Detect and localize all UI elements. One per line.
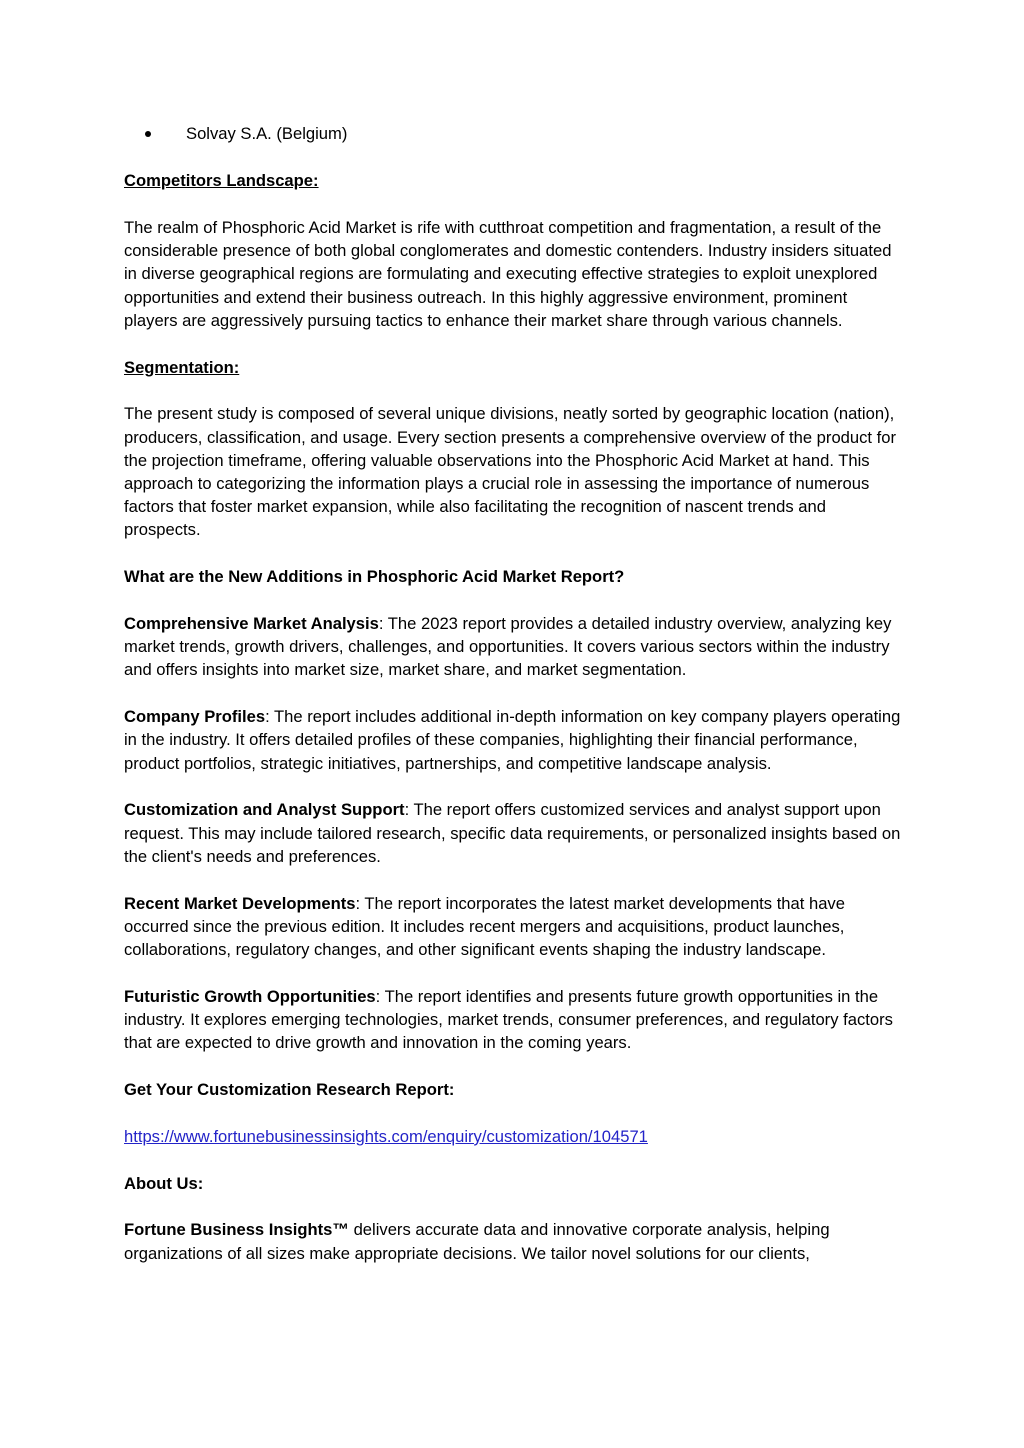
company-bullet-list xyxy=(124,122,904,145)
customization-heading: Get Your Customization Research Report: xyxy=(124,1080,455,1100)
addition-text: : The report identifies and presents future growth opportunities in the industry. It explores emerging technologies, market trends, consumer preferences, and regulatory factors that are expected to drive growth and innovation in the coming years. xyxy=(124,986,893,1053)
addition-customization-support xyxy=(124,798,904,868)
addition-lead: Company Profiles xyxy=(124,707,266,727)
addition-text: : The report incorporates the latest market developments that have occurred since the previous edition. It includes recent mergers and acquisitions, product launches, collaborations, regulatory changes, and other significant events shaping the industry landscape. xyxy=(124,893,845,960)
addition-growth-opportunities xyxy=(124,985,904,1055)
addition-company-profiles xyxy=(124,705,904,775)
document-page xyxy=(124,122,904,1288)
list-item xyxy=(124,122,904,145)
customization-link[interactable]: https://www.fortunebusinessinsights.com/enquiry/customization/104571 xyxy=(124,1126,648,1146)
segmentation-heading: Segmentation: xyxy=(124,357,240,377)
about-text: delivers accurate data and innovative corporate analysis, helping organizations of all sizes make appropriate decisions. We tailor novel solutions for our clients, xyxy=(124,1220,830,1263)
addition-comprehensive-analysis xyxy=(124,612,904,682)
new-additions-heading: What are the New Additions in Phosphoric Acid Market Report? xyxy=(124,567,625,587)
addition-lead: Customization and Analyst Support xyxy=(124,800,405,820)
segmentation-paragraph: The present study is composed of several unique divisions, neatly sorted by geographic location (nation), producers, classification, and usage. Every section presents a comprehensive overview of the product for the projection timeframe, offering valuable observations into the Phosphoric Acid Market at hand. This approach to categorizing the information plays a crucial role in assessing the importance of numerous factors that foster market expansion, while also facilitating the recognition of nascent trends and prospects. xyxy=(124,404,897,540)
list-item-text: Solvay S.A. (Belgium) xyxy=(186,124,348,143)
addition-lead: Comprehensive Market Analysis xyxy=(124,614,379,633)
competitors-heading: Competitors Landscape: xyxy=(124,171,319,191)
competitors-paragraph: The realm of Phosphoric Acid Market is rife with cutthroat competition and fragmentation, a result of the considerable presence of both global conglomerates and domestic contenders. Industry insiders situated in diverse geographical regions are formulating and executing effective strategies to exploit unexplored opportunities and extend their business outreach. In this highly aggressive environment, prominent players are aggressively pursuing tactics to enhance their market share through various channels. xyxy=(124,217,892,330)
addition-recent-developments xyxy=(124,892,904,962)
addition-text: : The 2023 report provides a detailed industry overview, analyzing key market trends, growth drivers, challenges, and opportunities. It covers various sectors within the industry and offers insights into market size, market share, and market segmentation. xyxy=(124,614,892,680)
addition-text: : The report includes additional in-depth information on key company players operating in the industry. It offers detailed profiles of these companies, highlighting their financial performance, product portfolios, strategic initiatives, partnerships, and competitive landscape analysis. xyxy=(124,707,901,773)
about-lead: Fortune Business Insights™ xyxy=(124,1220,349,1240)
addition-lead: Futuristic Growth Opportunities xyxy=(124,986,376,1006)
addition-lead: Recent Market Developments xyxy=(124,893,356,913)
addition-text: : The report offers customized services and analyst support upon request. This may include tailored research, specific data requirements, or personalized insights based on the client's needs and preferences. xyxy=(124,800,901,866)
bullet-icon xyxy=(145,131,151,137)
about-paragraph xyxy=(124,1218,904,1264)
about-heading: About Us: xyxy=(124,1173,204,1193)
